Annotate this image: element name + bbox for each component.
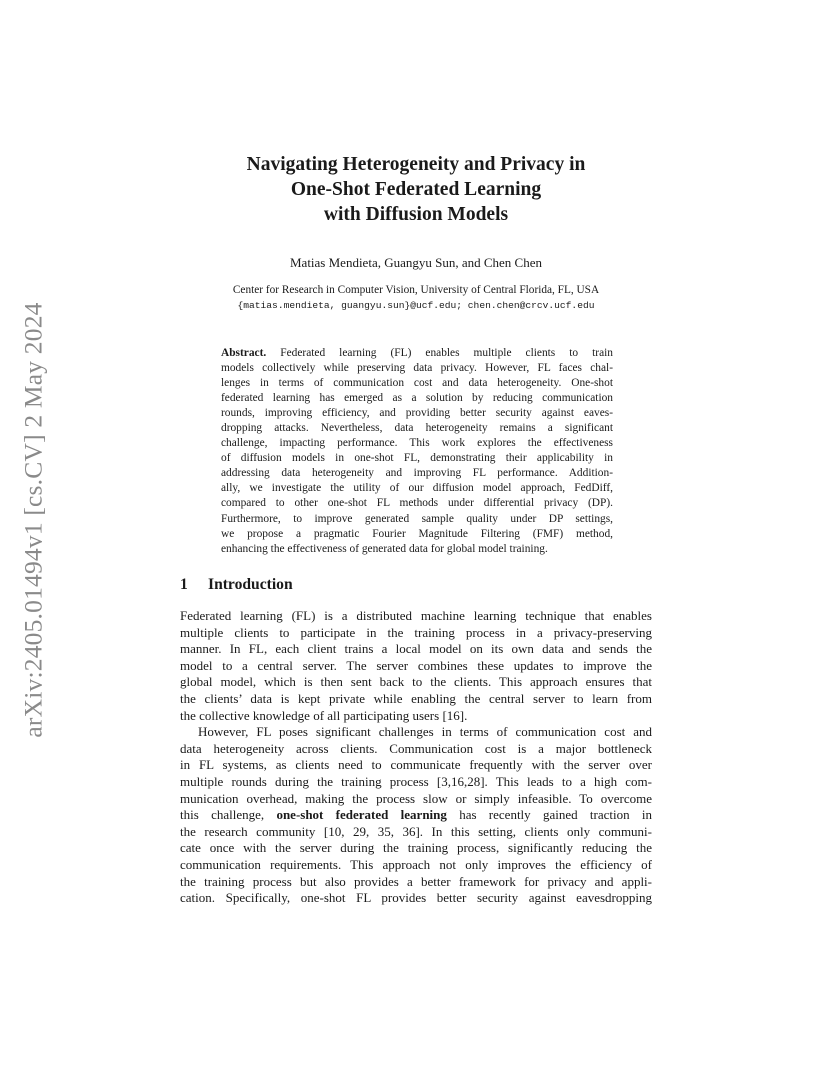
abstract-block xyxy=(221,346,613,557)
section-title: Introduction xyxy=(208,576,293,593)
body-line: munication overhead, making the process slow or simply infeasible. To overcome xyxy=(180,790,652,806)
abstract-line: challenge, impacting performance. This work explores the effectiveness xyxy=(221,437,613,450)
body-line: the research community [10, 29, 35, 36]. In this setting, clients only communi- xyxy=(180,823,652,839)
arxiv-identifier-stamp xyxy=(18,285,50,755)
abstract-line: of diffusion models in one-shot FL, demonstrating their applicability in xyxy=(221,452,613,465)
abstract-line: enhancing the effectiveness of generated data for global model training. xyxy=(221,542,548,555)
section-heading-introduction xyxy=(180,576,293,594)
bold-term: one-shot federated learning xyxy=(276,807,447,823)
body-line: However, FL poses significant challenges in terms of communication cost and xyxy=(198,724,652,740)
abstract-line: compared to other one-shot FL methods under differential privacy (DP). xyxy=(221,497,613,510)
title-line: One-Shot Federated Learning xyxy=(290,179,542,200)
body-line: multiple clients to participate in the training process in a privacy-preserving xyxy=(180,624,652,640)
abstract-line: ally, we investigate the utility of our diffusion model approach, FedDiff, xyxy=(221,482,613,495)
abstract-line: lenges in terms of communication cost and data heterogeneity. One-shot xyxy=(221,377,613,390)
abstract-line: models collectively while preserving data privacy. However, FL faces chal- xyxy=(221,362,613,375)
body-line: the training process but also provides a better framework for privacy and appli- xyxy=(180,873,652,889)
abstract-line: federated learning has emerged as a solution by reducing communication xyxy=(221,392,613,405)
author-emails: {matias.mendieta, guangyu.sun}@ucf.edu; chen.chen@crcv.ucf.edu xyxy=(237,300,595,311)
abstract-line: Furthermore, to improve generated sample quality under DP settings, xyxy=(221,512,613,525)
abstract-line: rounds, improving efficiency, and providing better security against eaves- xyxy=(221,407,613,420)
title-line: Navigating Heterogeneity and Privacy in xyxy=(246,154,586,175)
abstract-line: we propose a pragmatic Fourier Magnitude Filtering (FMF) method, xyxy=(221,527,613,540)
body-line: cate once with the server during the training process, significantly reducing the xyxy=(180,840,652,856)
introduction-body xyxy=(180,608,652,907)
affiliation: Center for Research in Computer Vision, University of Central Florida, FL, USA xyxy=(232,284,600,296)
body-line: the collective knowledge of all participating users [16]. xyxy=(180,707,468,723)
title-line: with Diffusion Models xyxy=(323,204,509,225)
body-line: data heterogeneity across clients. Communication cost is a major bottleneck xyxy=(180,740,652,756)
abstract-line: Abstract. Federated learning (FL) enables multiple clients to train xyxy=(221,347,613,359)
body-line: the clients’ data is kept private while enabling the central server to learn from xyxy=(180,690,652,706)
body-line: this challenge, one-shot federated learning has recently gained traction in xyxy=(180,807,653,823)
paper-title xyxy=(180,152,652,227)
body-line: global model, which is then sent back to the clients. This approach ensures that xyxy=(180,674,652,690)
body-line: communication requirements. This approach not only improves the efficiency of xyxy=(180,856,652,872)
body-line: cation. Specifically, one-shot FL provides better security against eavesdropping xyxy=(180,890,652,906)
body-line: Federated learning (FL) is a distributed machine learning technique that enables xyxy=(180,608,652,623)
body-line: model to a central server. The server combines these updates to improve the xyxy=(180,657,652,673)
arxiv-identifier-text: arXiv:2405.01494v1 [cs.CV] 2 May 2024 xyxy=(19,302,48,738)
abstract-line: addressing data heterogeneity and improving FL performance. Addition- xyxy=(221,467,613,480)
abstract-label: Abstract. xyxy=(221,347,267,359)
abstract-line: dropping attacks. Nevertheless, data heterogeneity remains a significant xyxy=(221,422,613,435)
body-line: in FL systems, as clients need to communicate frequently with the server over xyxy=(180,757,652,773)
body-line: multiple rounds during the training process [3,16,28]. This leads to a high com- xyxy=(180,773,652,789)
body-line: manner. In FL, each client trains a local model on its own data and sends the xyxy=(180,641,652,657)
author-list: Matias Mendieta, Guangyu Sun, and Chen Chen xyxy=(289,255,542,270)
section-number: 1 xyxy=(180,576,188,593)
